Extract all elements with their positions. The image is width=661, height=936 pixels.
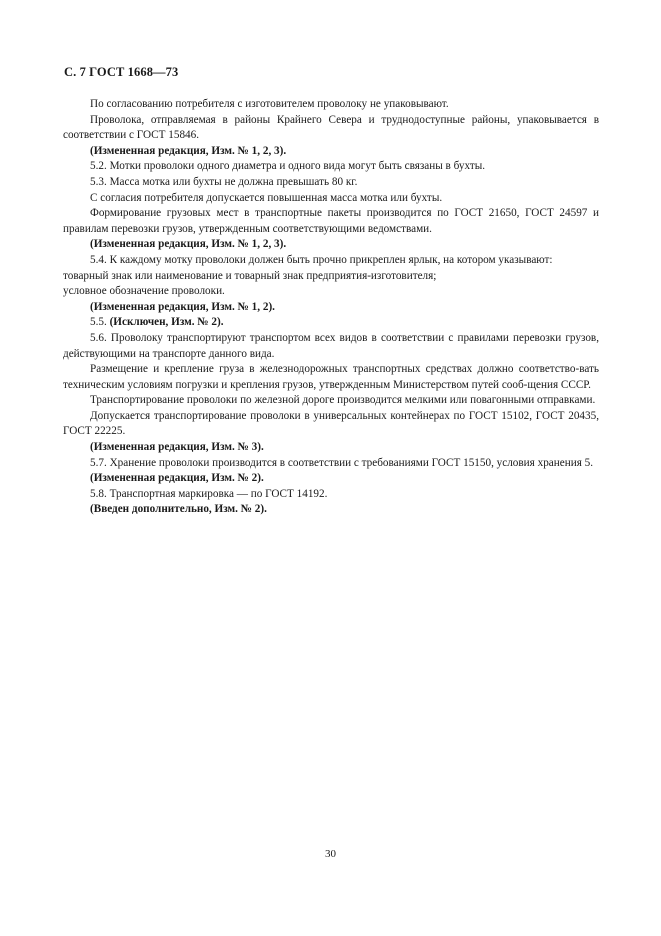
amendment-note-text: (Измененная редакция, Изм. № 1, 2). <box>90 300 275 313</box>
amendment-note-text: (Исключен, Изм. № 2). <box>109 316 224 329</box>
amendment-note <box>63 440 599 456</box>
page-number: 30 <box>325 848 336 860</box>
paragraph: Допускается транспортирование проволоки в универсальных контейнерах по ГОСТ 15102, ГОСТ 20435, ГОСТ 22225. <box>63 409 599 438</box>
amendment-note <box>63 300 599 316</box>
paragraph: С согласия потребителя допускается повышенная масса мотка или бухты. <box>90 191 443 204</box>
paragraph: 5.6. Проволоку транспортируют транспортом всех видов в соответствии с правилами перевозки грузов, действующими на транспорте данного вида. <box>63 331 599 360</box>
paragraph: 5.7. Хранение проволоки производится в соответствии с требованиями ГОСТ 15150, условия хранения 5. <box>90 456 594 469</box>
paragraph: 5.8. Транспортная маркировка — по ГОСТ 14192. <box>90 487 328 500</box>
amendment-note <box>63 144 599 160</box>
amendment-note-text: (Измененная редакция, Изм. № 3). <box>90 441 264 454</box>
paragraph: По согласованию потребителя с изготовителем проволоку не упаковывают. <box>90 98 449 110</box>
paragraph: Проволока, отправляемая в районы Крайнего Севера и труднодоступные районы, упаковывается в соответствии с ГОСТ 15846. <box>63 113 599 142</box>
paragraph: 5.2. Мотки проволоки одного диаметра и одного вида могут быть связаны в бухты. <box>90 160 486 173</box>
amendment-note <box>63 237 599 253</box>
amendment-note-text: (Измененная редакция, Изм. № 1, 2, 3). <box>90 238 287 251</box>
amendment-note <box>63 471 599 487</box>
list-line: товарный знак или наименование и товарный знак предприятия-изготовителя; <box>63 269 437 282</box>
amendment-note <box>63 502 599 518</box>
paragraph: 5.3. Масса мотка или бухты не должна превышать 80 кг. <box>90 175 358 188</box>
amendment-note-text: (Измененная редакция, Изм. № 2). <box>90 472 264 485</box>
paragraph: Формирование грузовых мест в транспортные пакеты производится по ГОСТ 21650, ГОСТ 24597 и правилам перевозки грузов, утвержденным соответствующими ведомствами. <box>63 207 599 235</box>
paragraph: 5.4. К каждому мотку проволоки должен быть прочно прикреплен ярлык, на котором указывают: <box>90 253 553 266</box>
paragraph-excluded <box>63 315 599 331</box>
page-header: С. 7 ГОСТ 1668—73 <box>64 65 179 79</box>
document-body <box>63 97 599 518</box>
amendment-note-text: (Введен дополнительно, Изм. № 2). <box>90 503 267 516</box>
paragraph: Транспортирование проволоки по железной дороге производится мелкими или повагонными отправками. <box>90 394 596 407</box>
list-line: условное обозначение проволоки. <box>63 285 225 298</box>
clause-number: 5.5. <box>90 316 110 329</box>
amendment-note-text: (Измененная редакция, Изм. № 1, 2, 3). <box>90 144 287 157</box>
paragraph: Размещение и крепление груза в железнодорожных транспортных средствах должно соответство-вать техническим условиям погрузки и крепления грузов, утвержденным Министерством путей сооб-щения СССР. <box>63 363 599 391</box>
